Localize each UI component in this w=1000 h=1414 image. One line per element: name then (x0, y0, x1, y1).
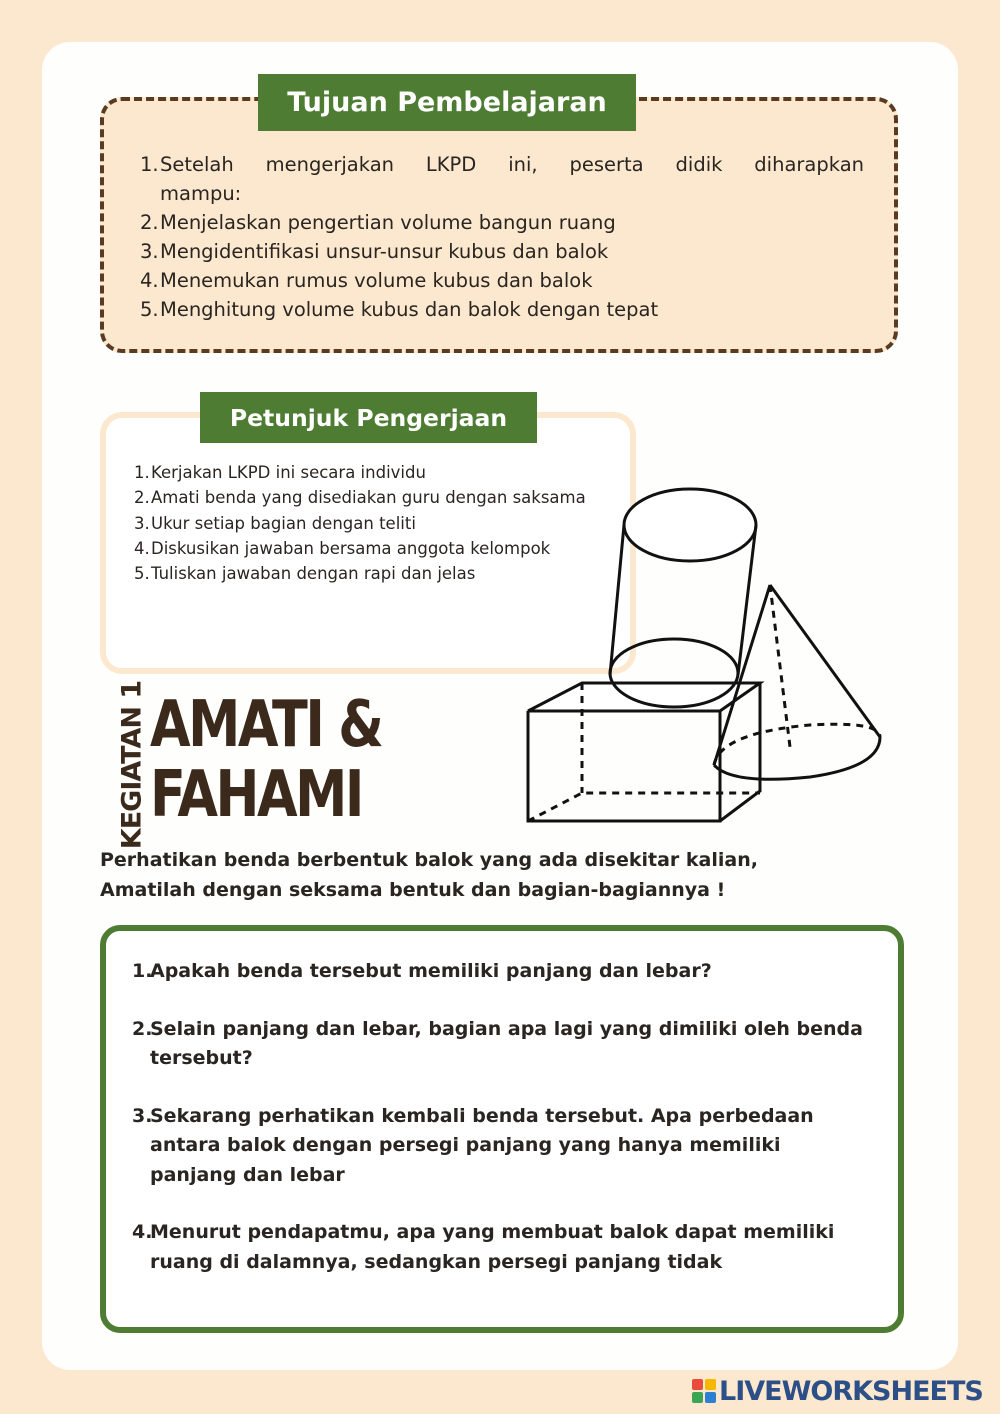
activity-title-line2: FAHAMI (150, 758, 362, 832)
item-number: 1. (140, 153, 159, 176)
liveworksheets-logo[interactable] (692, 1376, 983, 1406)
questions-list (132, 957, 872, 1277)
item-number: 4. (140, 269, 159, 292)
item-text: Setelah mengerjakan LKPD ini, peserta didik diharapkan (160, 153, 864, 176)
question-number: 2. (132, 1017, 153, 1040)
question-item (132, 1015, 872, 1074)
list-item (140, 237, 864, 266)
item-text: Menemukan rumus volume kubus dan balok (160, 269, 593, 292)
question-text: Menurut pendapatmu, apa yang membuat balok dapat memiliki ruang di dalamnya, sedangkan persegi panjang tidak (150, 1221, 835, 1273)
list-item (140, 150, 864, 179)
item-number: 1. (134, 463, 150, 482)
item-text: mampu: (160, 182, 242, 205)
item-text: Menjelaskan pengertian volume bangun ruang (160, 211, 616, 234)
item-number: 5. (140, 298, 159, 321)
activity-title-line1: AMATI & (150, 688, 382, 762)
question-item (132, 1218, 872, 1277)
intro-line: Perhatikan benda berbentuk balok yang ada disekitar kalian, (100, 849, 758, 871)
intro-line: Amatilah dengan seksama bentuk dan bagian-bagiannya ! (100, 879, 726, 901)
question-number: 3. (132, 1104, 153, 1127)
instructions-title: Petunjuk Pengerjaan (200, 392, 537, 443)
item-text: Diskusikan jawaban bersama anggota kelompok (151, 538, 551, 558)
item-number: 4. (134, 538, 150, 558)
item-text: Menghitung volume kubus dan balok dengan tepat (160, 298, 659, 321)
item-text: Kerjakan LKPD ini secara individu (151, 463, 426, 482)
question-item (132, 1102, 872, 1191)
list-item-continuation (140, 179, 864, 208)
item-text: Amati benda yang disediakan guru dengan saksama (151, 488, 586, 508)
learning-objectives-list (140, 150, 864, 324)
cone-shape (714, 585, 880, 779)
activity-title (150, 690, 382, 830)
activity-label: KEGIATAN 1 (116, 680, 148, 850)
item-number: 3. (134, 513, 150, 533)
question-text: Sekarang perhatikan kembali benda tersebut. Apa perbedaan antara balok dengan persegi panjang yang hanya memiliki panjang dan lebar (150, 1104, 814, 1186)
item-number: 5. (134, 564, 150, 584)
item-text: Mengidentifikasi unsur-unsur kubus dan balok (160, 240, 609, 263)
item-text: Tuliskan jawaban dengan rapi dan jelas (151, 564, 476, 584)
item-number: 2. (140, 211, 159, 234)
question-number: 4. (132, 1221, 153, 1243)
learning-objectives-title: Tujuan Pembelajaran (258, 74, 636, 131)
question-item (132, 957, 872, 987)
list-item (140, 266, 864, 295)
list-item (134, 460, 594, 485)
activity-intro (100, 845, 900, 905)
question-text: Apakah benda tersebut memiliki panjang dan lebar? (150, 960, 712, 982)
list-item (140, 208, 864, 237)
geometric-shapes-illustration (520, 485, 890, 830)
item-text: Ukur setiap bagian dengan teliti (151, 513, 416, 533)
item-number: 3. (140, 240, 159, 263)
cylinder-shape (610, 489, 756, 707)
item-number: 2. (134, 488, 150, 508)
list-item (140, 295, 864, 324)
question-number: 1. (132, 960, 153, 982)
liveworksheets-icon (692, 1379, 716, 1403)
brand-name: LIVEWORKSHEETS (719, 1375, 983, 1407)
question-text: Selain panjang dan lebar, bagian apa lagi yang dimiliki oleh benda tersebut? (150, 1017, 863, 1069)
